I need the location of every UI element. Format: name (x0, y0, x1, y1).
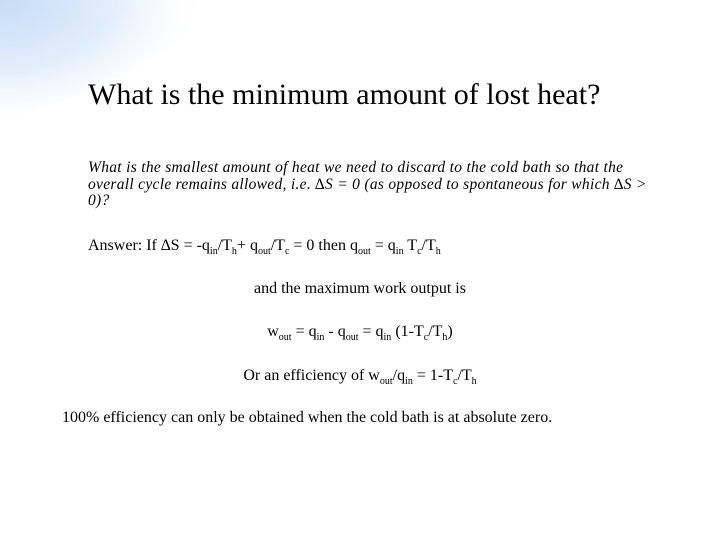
delta-symbol: ∆ (613, 175, 624, 193)
slide-title: What is the minimum amount of lost heat? (88, 78, 601, 111)
delta-symbol: ∆ (160, 237, 171, 254)
work-output-equation: $w_{out} = q_{in} - q_{out} = q_{in}$ $(1-T_c/T_h)$ (267, 323, 453, 343)
answer-equation: Answer: If $\Delta S = -q_{in}/T_h+ q_{out}/T_c = 0$ then $q_{out} = q_{in}$ $T_c/T_h$ (88, 237, 441, 257)
delta-symbol: ∆ (315, 175, 325, 193)
intro-question: What is the smallest amount of heat we need to discard to the cold bath so that the overall cycle remains allowed, i.e. ∆S = 0 (as opposed to spontaneous for which ∆S > 0)? (88, 159, 647, 209)
efficiency-equation: Or an efficiency of $w_{out}/q_{in} = 1-T_c/T_h$ (243, 367, 477, 387)
conclusion-text: 100% efficiency can only be obtained when the cold bath is at absolute zero. (62, 409, 553, 426)
max-work-text: and the maximum work output is (254, 280, 466, 297)
